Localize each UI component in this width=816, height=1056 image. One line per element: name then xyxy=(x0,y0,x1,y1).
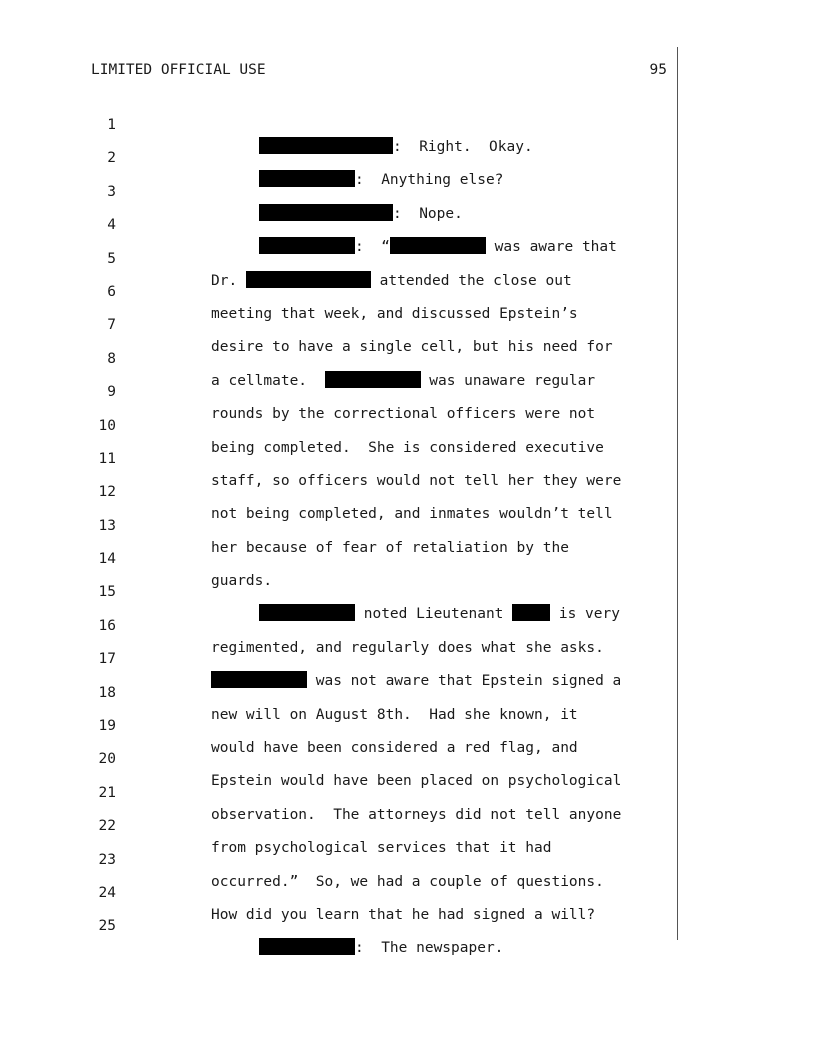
line-text: : Nope. xyxy=(259,203,463,225)
line-number: 4 xyxy=(107,217,116,234)
line-text: new will on August 8th. Had she known, it xyxy=(211,706,578,723)
line-text: guards. xyxy=(211,573,273,590)
line-number: 20 xyxy=(98,751,116,768)
line-number: 23 xyxy=(98,851,116,868)
line-number: 12 xyxy=(98,484,116,501)
line-text: Dr. attended the close out xyxy=(211,272,572,289)
line-number: 8 xyxy=(107,350,116,367)
transcript-line xyxy=(0,827,816,890)
line-number: 11 xyxy=(98,450,116,467)
line-number: 16 xyxy=(98,617,116,634)
line-number: 21 xyxy=(98,784,116,801)
transcript-line xyxy=(0,893,816,957)
line-number: 17 xyxy=(98,651,116,668)
line-text: occurred.” So, we had a couple of questions. xyxy=(211,873,604,890)
transcript-line xyxy=(0,426,816,489)
transcript-line xyxy=(0,92,816,155)
line-number: 13 xyxy=(98,517,116,534)
transcript-line xyxy=(0,493,816,556)
line-number: 6 xyxy=(107,283,116,300)
line-text: meeting that week, and discussed Epstein’s xyxy=(211,305,578,322)
transcript-line xyxy=(0,359,816,423)
transcript-line xyxy=(0,559,816,623)
line-text: would have been considered a red flag, and xyxy=(211,740,578,757)
line-number: 15 xyxy=(98,584,116,601)
line-number: 24 xyxy=(98,884,116,901)
transcript-body xyxy=(0,92,816,957)
line-number: 3 xyxy=(107,183,116,200)
line-text: : Anything else? xyxy=(259,169,503,191)
line-text: Epstein would have been placed on psychological xyxy=(211,773,622,790)
transcript-line xyxy=(0,626,816,690)
line-text: not being completed, and inmates wouldn’t tell xyxy=(211,506,613,523)
line-text: staff, so officers would not tell her they were xyxy=(211,472,622,489)
line-text: her because of fear of retaliation by the xyxy=(211,539,569,556)
line-text: from psychological services that it had xyxy=(211,840,552,857)
redaction-box xyxy=(259,938,355,955)
line-number: 19 xyxy=(98,718,116,735)
line-text: observation. The attorneys did not tell anyone xyxy=(211,806,622,823)
line-number: 1 xyxy=(107,117,116,133)
line-text: a cellmate. was unaware regular xyxy=(211,372,596,389)
line-text: rounds by the correctional officers were not xyxy=(211,406,596,423)
line-number: 5 xyxy=(107,250,116,267)
transcript-line xyxy=(0,793,816,857)
transcript-line xyxy=(0,393,816,456)
transcript-line xyxy=(0,459,816,523)
line-text: : Right. Okay. xyxy=(259,136,533,158)
page-number: 95 xyxy=(649,62,667,78)
line-text: : “ was aware that xyxy=(259,236,617,258)
transcript-line xyxy=(0,292,816,356)
line-number: 14 xyxy=(98,551,116,568)
line-number: 7 xyxy=(107,317,116,334)
line-number: 9 xyxy=(107,384,116,401)
line-text: regimented, and regularly does what she asks. xyxy=(211,639,604,656)
transcript-line xyxy=(0,860,816,923)
transcript-line xyxy=(0,526,816,590)
transcript-line xyxy=(0,760,816,823)
transcript-line xyxy=(0,326,816,389)
transcript-line xyxy=(0,125,816,189)
line-text: noted Lieutenant is very xyxy=(259,603,620,625)
transcript-line xyxy=(0,693,816,757)
line-number: 18 xyxy=(98,684,116,701)
line-text: was not aware that Epstein signed a xyxy=(211,670,621,692)
line-number: 2 xyxy=(107,150,116,167)
line-text: being completed. She is considered executive xyxy=(211,439,604,456)
transcript-line xyxy=(0,192,816,256)
transcript-line xyxy=(0,660,816,723)
line-text: desire to have a single cell, but his need for xyxy=(211,339,613,356)
transcript-line xyxy=(0,226,816,289)
classification-header: LIMITED OFFICIAL USE xyxy=(91,62,266,78)
transcript-line xyxy=(0,593,816,656)
line-number: 25 xyxy=(98,918,116,935)
line-number: 22 xyxy=(98,818,116,835)
transcript-line xyxy=(0,726,816,790)
line-text: How did you learn that he had signed a will? xyxy=(211,906,596,923)
line-text: : The newspaper. xyxy=(259,937,503,959)
transcript-line xyxy=(0,259,816,322)
transcript-line xyxy=(0,159,816,222)
line-number: 10 xyxy=(98,417,116,434)
